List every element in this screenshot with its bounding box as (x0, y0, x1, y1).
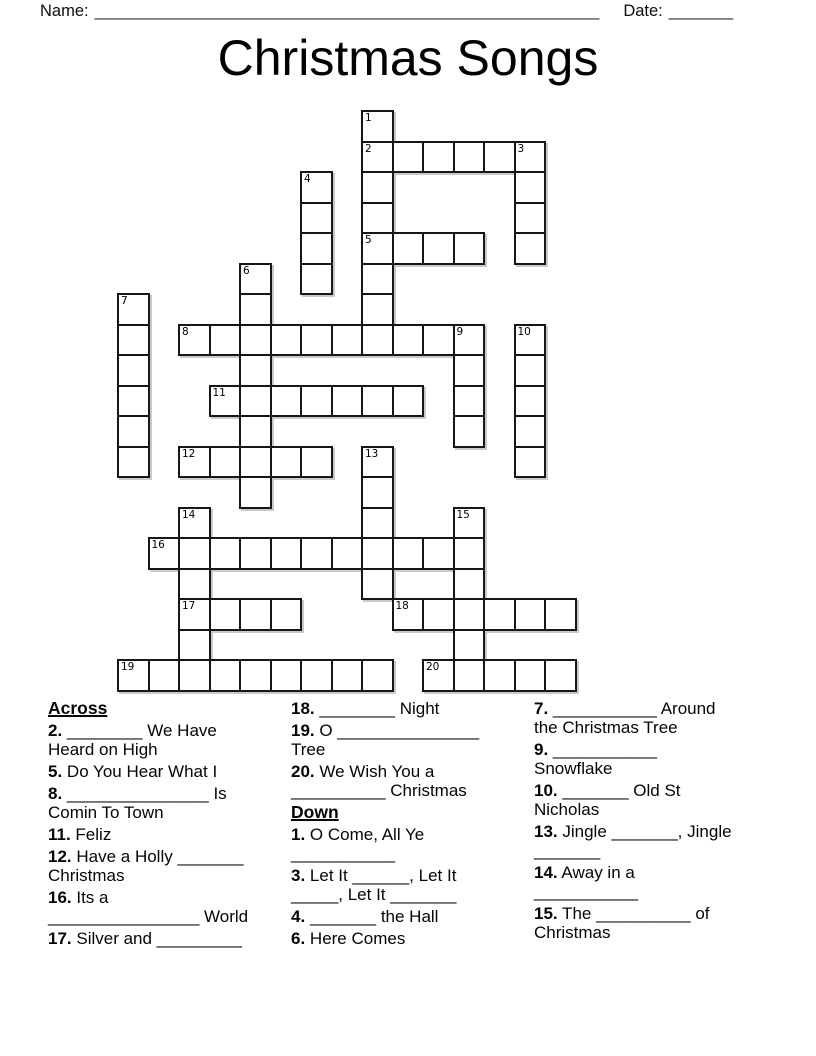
clue-number: 16. (48, 888, 72, 907)
grid-cell (514, 202, 547, 235)
clue-15: 15. The __________ of Christmas (534, 904, 769, 942)
grid-cell (392, 141, 425, 174)
grid-cell (270, 385, 303, 418)
clue-number: 7. (534, 699, 549, 718)
grid-cell (148, 537, 181, 570)
clue-line: __________ Christmas (291, 781, 467, 800)
clue-13: 13. Jingle _______, Jingle _______ (534, 822, 769, 860)
cell-number: 10 (517, 325, 531, 338)
grid-cell (361, 476, 394, 509)
clue-11: 11. Feliz (48, 825, 112, 844)
grid-cell (544, 659, 577, 692)
clue-line: the Christmas Tree (534, 718, 678, 737)
grid-cell (300, 385, 333, 418)
cell-number: 8 (182, 325, 189, 338)
grid-cell (178, 598, 211, 631)
grid-cell (300, 659, 333, 692)
grid-cell (514, 141, 547, 174)
grid-cell (239, 354, 272, 387)
grid-cell (361, 293, 394, 326)
grid-cell (453, 659, 486, 692)
clue-line: _______ (534, 841, 601, 860)
clue-number: 3. (291, 866, 306, 885)
grid-cell (239, 293, 272, 326)
grid-cell (453, 354, 486, 387)
grid-cell (361, 110, 394, 143)
grid-cell (178, 446, 211, 479)
grid-cell (392, 232, 425, 265)
grid-cell (422, 324, 455, 357)
clue-number: 18. (291, 699, 315, 718)
grid-cell (117, 415, 150, 448)
clue-8: 8. _______________ Is Comin To Town (48, 784, 283, 822)
grid-cell (453, 537, 486, 570)
grid-cell (483, 659, 516, 692)
grid-cell (392, 385, 425, 418)
grid-cell (239, 659, 272, 692)
clue-16: 16. Its a ________________ World (48, 888, 283, 926)
grid-cell (361, 507, 394, 540)
clue-column-1 (48, 699, 283, 948)
cell-number: 20 (426, 661, 440, 673)
grid-cell (453, 324, 486, 357)
clue-17: 17. Silver and _________ (48, 929, 242, 948)
date-blank: _______ (668, 2, 734, 20)
across-header: Across (48, 698, 108, 718)
grid-cell (361, 659, 394, 692)
grid-cell (514, 324, 547, 357)
grid-cell (361, 263, 394, 296)
grid-cell (453, 141, 486, 174)
clue-line: ___________ (534, 882, 639, 901)
clue-4: 4. _______ the Hall (291, 907, 439, 926)
clue-line: ___________ (291, 844, 396, 863)
grid-cell (178, 568, 211, 601)
grid-cell (544, 598, 577, 631)
grid-cell (209, 446, 242, 479)
grid-cell (422, 232, 455, 265)
grid-cell (270, 446, 303, 479)
clue-number: 4. (291, 907, 306, 926)
grid-cell (239, 385, 272, 418)
grid-cell (361, 202, 394, 235)
grid-cell (209, 324, 242, 357)
grid-cell (117, 446, 150, 479)
clue-6: 6. Here Comes (291, 929, 406, 948)
grid-cell (209, 537, 242, 570)
grid-cell (239, 263, 272, 296)
clue-18: 18. ________ Night (291, 699, 440, 718)
clue-7: 7. ___________ Around the Christmas Tree (534, 699, 769, 737)
grid-cell (270, 659, 303, 692)
grid-cell (483, 141, 516, 174)
clue-line: Heard on High (48, 740, 158, 759)
grid-cell (239, 324, 272, 357)
clue-2: 2. ________ We Have Heard on High (48, 721, 283, 759)
date-label: Date: (623, 2, 663, 20)
clue-5: 5. Do You Hear What I (48, 762, 218, 781)
cell-number: 5 (365, 234, 372, 246)
grid-cell (361, 446, 394, 479)
cell-number: 15 (456, 508, 470, 521)
grid-cell (300, 202, 333, 235)
clue-number: 5. (48, 762, 63, 781)
cell-number: 18 (395, 600, 409, 612)
cell-number: 3 (517, 142, 525, 155)
grid-cell (239, 537, 272, 570)
grid-cell (453, 598, 486, 631)
grid-cell (117, 385, 150, 418)
down-header: Down (291, 802, 339, 822)
clue-9: 9. ___________ Snowflake (534, 740, 769, 778)
name-label: Name: (40, 2, 89, 20)
grid-cell (239, 476, 272, 509)
cell-number: 12 (182, 447, 196, 460)
clue-number: 2. (48, 721, 63, 740)
cell-number: 13 (365, 447, 379, 460)
grid-cell (178, 507, 211, 540)
clue-number: 14. (534, 863, 558, 882)
grid-cell (514, 354, 547, 387)
clue-20: 20. We Wish You a __________ Christmas (291, 762, 526, 800)
clue-line: Nicholas (534, 800, 600, 819)
grid-cell (239, 415, 272, 448)
grid-cell (300, 232, 333, 265)
grid-cell (514, 446, 547, 479)
grid-cell (117, 293, 150, 326)
grid-cell (117, 659, 150, 692)
grid-cell (453, 415, 486, 448)
clue-14: 14. Away in a ___________ (534, 863, 769, 901)
clue-12: 12. Have a Holly _______ Christmas (48, 847, 283, 885)
grid-cell (300, 324, 333, 357)
grid-cell (514, 598, 547, 631)
grid-cell (117, 354, 150, 387)
grid-cell (361, 324, 394, 357)
clue-line: _____, Let It _______ (291, 885, 457, 904)
grid-cell (300, 446, 333, 479)
cell-number: 11 (212, 386, 226, 399)
clue-10: 10. _______ Old St Nicholas (534, 781, 769, 819)
clue-number: 20. (291, 762, 315, 781)
grid-cell (453, 507, 486, 540)
clues (48, 699, 788, 948)
grid-cell (361, 171, 394, 204)
cell-number: 7 (121, 295, 128, 307)
clue-number: 12. (48, 847, 72, 866)
clue-number: 17. (48, 929, 72, 948)
grid-cell (514, 415, 547, 448)
grid-cell (361, 537, 394, 570)
cell-number: 4 (304, 173, 311, 185)
grid-cell (514, 171, 547, 204)
grid-cell (300, 171, 333, 204)
grid-cell (514, 385, 547, 418)
grid-cell (392, 537, 425, 570)
grid-cell (148, 659, 181, 692)
grid-cell (239, 598, 272, 631)
grid-cell (331, 659, 364, 692)
clue-3: 3. Let It ______, Let It _____, Let It _______ (291, 866, 526, 904)
clue-19: 19. O _______________ Tree (291, 721, 526, 759)
grid-cell (422, 537, 455, 570)
grid-cell (331, 537, 364, 570)
grid-cell (453, 385, 486, 418)
grid-cell (453, 568, 486, 601)
grid-cell (300, 537, 333, 570)
clue-line: Comin To Town (48, 803, 164, 822)
clue-line: Snowflake (534, 759, 613, 778)
grid-cell (331, 324, 364, 357)
cell-number: 17 (182, 600, 196, 612)
clue-number: 10. (534, 781, 558, 800)
cell-number: 19 (121, 661, 135, 673)
clue-1: 1. O Come, All Ye ___________ (291, 825, 526, 863)
clue-number: 6. (291, 929, 306, 948)
grid-cell (392, 324, 425, 357)
grid-cell (361, 568, 394, 601)
clue-line: Christmas (534, 923, 611, 942)
cell-number: 1 (365, 112, 372, 124)
cell-number: 9 (456, 325, 464, 338)
grid-cell (453, 232, 486, 265)
clue-line: ________________ World (48, 907, 249, 926)
grid-cell (483, 598, 516, 631)
grid-cell (361, 385, 394, 418)
clue-column-3 (534, 699, 769, 948)
grid-cell (270, 598, 303, 631)
grid-cell (178, 324, 211, 357)
grid-cell (422, 659, 455, 692)
grid-cell (117, 324, 150, 357)
clue-line: Tree (291, 740, 326, 759)
grid-cell (270, 537, 303, 570)
page-title: Christmas Songs (217, 30, 599, 86)
grid-cell (361, 141, 394, 174)
grid-cell (422, 598, 455, 631)
clue-number: 19. (291, 721, 315, 740)
clue-number: 13. (534, 822, 558, 841)
clue-number: 9. (534, 740, 549, 759)
clue-number: 15. (534, 904, 558, 923)
grid-cell (392, 598, 425, 631)
name-date-line (40, 2, 733, 21)
grid-cell (422, 141, 455, 174)
grid-cell (209, 659, 242, 692)
cell-number: 14 (182, 508, 196, 521)
grid-cell (331, 385, 364, 418)
cell-number: 2 (365, 142, 372, 155)
grid-cell (178, 629, 211, 662)
clue-number: 1. (291, 825, 306, 844)
grid-cell (300, 263, 333, 296)
cell-number: 6 (243, 264, 250, 277)
grid-cell (514, 232, 547, 265)
grid-cell (361, 232, 394, 265)
grid-cell (178, 659, 211, 692)
grid-cell (239, 446, 272, 479)
grid-cell (209, 598, 242, 631)
grid-cell (453, 629, 486, 662)
name-blank: _______________________________________________________ (94, 2, 600, 20)
clue-column-2 (291, 699, 526, 948)
grid-cell (209, 385, 242, 418)
cell-number: 16 (151, 539, 165, 551)
clue-number: 11. (48, 825, 71, 844)
clue-line: Christmas (48, 866, 125, 885)
grid-cell (270, 324, 303, 357)
clue-number: 8. (48, 784, 63, 803)
grid-cell (178, 537, 211, 570)
grid-cell (514, 659, 547, 692)
